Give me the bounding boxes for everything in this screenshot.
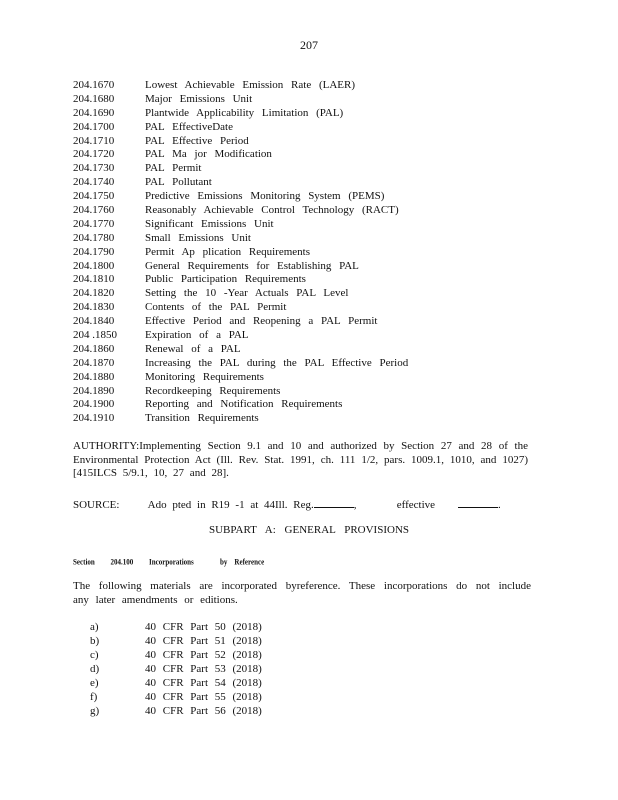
- toc-row: [73, 232, 553, 246]
- toc-section-number: 204.1770: [73, 217, 115, 230]
- list-item: [90, 620, 390, 634]
- toc-section-title: PAL Ma jor Modification: [145, 148, 272, 161]
- intro-paragraph: The following materials are incorporated byreference. These incorporations do not include any later amendments or editions.: [73, 580, 531, 606]
- toc-row: [73, 121, 553, 135]
- toc-row: [73, 343, 553, 357]
- toc-section-number: 204.1830: [73, 301, 115, 314]
- toc-row: [73, 218, 553, 232]
- toc-section-number: 204.1910: [73, 412, 115, 425]
- item-text: 40 CFR Part 56 (2018): [145, 705, 262, 717]
- item-text: 40 CFR Part 55 (2018): [145, 691, 262, 703]
- item-letter: d): [90, 663, 100, 675]
- toc-section-number: 204.1680: [73, 92, 115, 105]
- table-of-contents: [73, 79, 553, 426]
- toc-section-number: 204.1900: [73, 398, 115, 411]
- item-text: 40 CFR Part 53 (2018): [145, 663, 262, 675]
- list-item: [90, 634, 390, 648]
- toc-section-title: Effective Period and Reopening a PAL Permit: [145, 315, 378, 328]
- toc-row: [73, 315, 553, 329]
- toc-section-title: Expiration of a PAL: [145, 329, 249, 342]
- item-text: 40 CFR Part 52 (2018): [145, 649, 262, 661]
- section-reference: Reference: [234, 556, 265, 567]
- toc-row: [73, 385, 553, 399]
- toc-section-title: Monitoring Requirements: [145, 370, 264, 383]
- item-letter: e): [90, 677, 99, 689]
- toc-section-title: Increasing the PAL during the PAL Effective Period: [145, 356, 409, 369]
- list-item: [90, 648, 390, 662]
- toc-section-title: Major Emissions Unit: [145, 92, 253, 105]
- toc-section-number: 204.1750: [73, 190, 115, 203]
- list-item: [90, 662, 390, 676]
- source-period: .: [498, 499, 501, 511]
- section-by: by: [220, 556, 228, 567]
- toc-section-title: Public Participation Requirements: [145, 273, 306, 286]
- item-text: 40 CFR Part 50 (2018): [145, 621, 262, 633]
- toc-row: [73, 357, 553, 371]
- page-number: 207: [300, 38, 318, 52]
- toc-row: [73, 148, 553, 162]
- toc-section-number: 204 .1850: [73, 329, 117, 342]
- toc-section-number: 204.1730: [73, 162, 115, 175]
- toc-row: [73, 176, 553, 190]
- section-title: Incorporations: [149, 556, 194, 567]
- incorporated-materials-list: [90, 620, 390, 718]
- section-label: Section: [73, 556, 95, 567]
- toc-row: [73, 162, 553, 176]
- toc-section-title: Small Emissions Unit: [145, 231, 251, 244]
- toc-row: [73, 93, 553, 107]
- item-letter: c): [90, 649, 99, 661]
- toc-section-number: 204.1760: [73, 204, 115, 217]
- toc-section-number: 204.1810: [73, 273, 115, 286]
- toc-section-title: Reporting and Notification Requirements: [145, 398, 343, 411]
- toc-section-number: 204.1800: [73, 259, 115, 272]
- toc-section-title: Predictive Emissions Monitoring System (PEMS): [145, 190, 385, 203]
- toc-section-number: 204.1710: [73, 134, 115, 147]
- toc-row: [73, 301, 553, 315]
- list-item: [90, 690, 390, 704]
- item-letter: g): [90, 705, 100, 717]
- toc-section-title: PAL Pollutant: [145, 176, 212, 189]
- toc-section-title: Contents of the PAL Permit: [145, 301, 287, 314]
- source-text: Ado pted in R19 -1 at 44Ill. Reg.: [147, 499, 314, 511]
- toc-section-title: Reasonably Achievable Control Technology (RACT): [145, 204, 399, 217]
- item-letter: b): [90, 635, 100, 647]
- list-item: [90, 704, 390, 718]
- toc-section-number: 204.1840: [73, 315, 115, 328]
- toc-section-number: 204.1790: [73, 245, 115, 258]
- toc-section-number: 204.1880: [73, 370, 115, 383]
- toc-section-number: 204.1820: [73, 287, 115, 300]
- toc-section-title: Transition Requirements: [145, 412, 259, 425]
- toc-section-number: 204.1740: [73, 176, 115, 189]
- toc-section-title: Setting the 10 -Year Actuals PAL Level: [145, 287, 349, 300]
- toc-section-title: PAL Permit: [145, 162, 202, 175]
- list-item: [90, 676, 390, 690]
- toc-row: [73, 79, 553, 93]
- toc-section-title: Recordkeeping Requirements: [145, 384, 281, 397]
- source-comma: ,: [353, 499, 357, 511]
- toc-row: [73, 135, 553, 149]
- source-effective: effective: [396, 499, 436, 511]
- toc-row: [73, 260, 553, 274]
- toc-row: [73, 371, 553, 385]
- toc-section-title: Renewal of a PAL: [145, 342, 241, 355]
- source-label: SOURCE:: [73, 499, 120, 511]
- toc-section-number: 204.1780: [73, 231, 115, 244]
- item-text: 40 CFR Part 54 (2018): [145, 677, 262, 689]
- toc-section-number: 204.1720: [73, 148, 115, 161]
- toc-row: [73, 273, 553, 287]
- toc-row: [73, 190, 553, 204]
- toc-row: [73, 398, 553, 412]
- toc-row: [73, 246, 553, 260]
- section-number: 204.100: [110, 556, 134, 567]
- toc-section-number: 204.1890: [73, 384, 115, 397]
- toc-section-title: General Requirements for Establishing PAL: [145, 259, 359, 272]
- source-note: [73, 496, 543, 512]
- toc-row: [73, 329, 553, 343]
- toc-section-title: Lowest Achievable Emission Rate (LAER): [145, 79, 356, 91]
- toc-section-number: 204.1700: [73, 120, 115, 133]
- toc-section-number: 204.1670: [73, 79, 115, 91]
- toc-section-number: 204.1690: [73, 106, 115, 119]
- toc-section-title: Permit Ap plication Requirements: [145, 245, 311, 258]
- item-letter: f): [90, 691, 98, 703]
- toc-section-number: 204.1860: [73, 342, 115, 355]
- item-letter: a): [90, 621, 99, 633]
- effective-date-blank: [458, 496, 498, 508]
- toc-section-title: PAL EffectiveDate: [145, 120, 233, 133]
- section-heading: [73, 553, 373, 571]
- toc-section-number: 204.1870: [73, 356, 115, 369]
- toc-row: [73, 204, 553, 218]
- register-blank: [314, 496, 354, 508]
- toc-section-title: Significant Emissions Unit: [145, 217, 274, 230]
- toc-row: [73, 287, 553, 301]
- subpart-heading: SUBPART A: GENERAL PROVISIONS: [209, 524, 409, 536]
- toc-row: [73, 107, 553, 121]
- toc-section-title: Plantwide Applicability Limitation (PAL): [145, 106, 344, 119]
- authority-note: AUTHORITY:Implementing Section 9.1 and 10 and authorized by Section 27 and 28 of the Environmental Protection Act (Ill. Rev. Stat. 1991, ch. 111 1/2, pars. 1009.1, 1010, and 1027) [415ILCS 5/9.1, 10, 27 and 28].: [73, 440, 528, 479]
- toc-row: [73, 412, 553, 426]
- toc-section-title: PAL Effective Period: [145, 134, 249, 147]
- item-text: 40 CFR Part 51 (2018): [145, 635, 262, 647]
